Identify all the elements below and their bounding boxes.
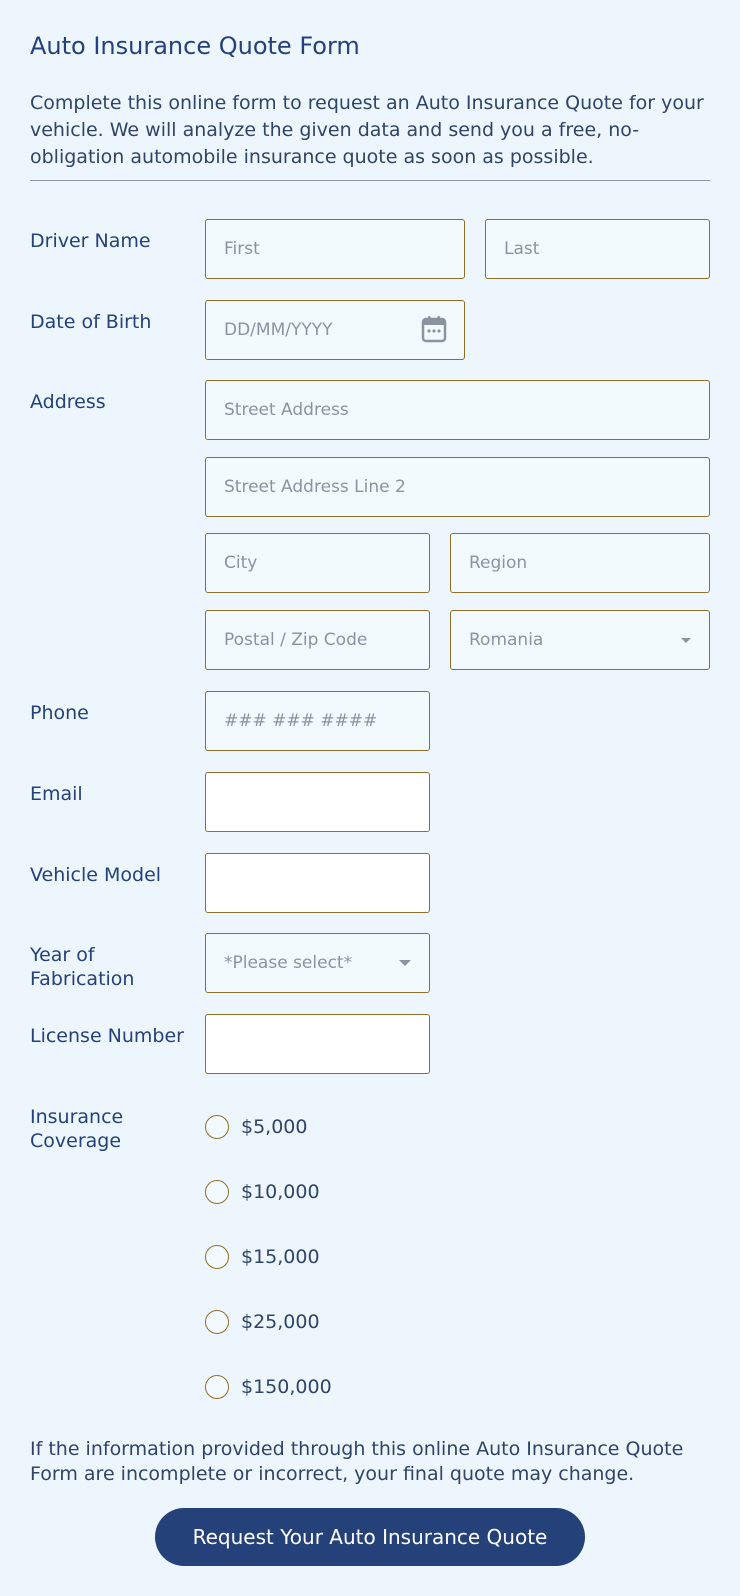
year-label-line1: Year of <box>30 944 95 966</box>
street-address-line2-input[interactable] <box>205 457 710 517</box>
date-of-birth-field <box>205 300 465 360</box>
coverage-option-label: $150,000 <box>241 1376 332 1398</box>
chevron-down-icon <box>681 638 691 643</box>
coverage-option-25000[interactable] <box>205 1307 320 1337</box>
coverage-option-10000[interactable] <box>205 1177 320 1207</box>
city-input[interactable] <box>205 533 430 593</box>
street-address-input[interactable] <box>205 380 710 440</box>
radio-button[interactable] <box>205 1180 229 1204</box>
year-of-fabrication-select[interactable] <box>205 933 430 993</box>
coverage-option-5000[interactable] <box>205 1112 307 1142</box>
coverage-option-150000[interactable] <box>205 1372 332 1402</box>
coverage-option-15000[interactable] <box>205 1242 320 1272</box>
insurance-coverage-label <box>30 1105 190 1153</box>
email-label: Email <box>30 783 83 805</box>
form-description: Complete this online form to request an Auto Insurance Quote for your vehicle. We will analyze the given data and send you a free, no-obligation automobile insurance quote as soon as possible. <box>30 92 704 168</box>
region-input[interactable] <box>450 533 710 593</box>
coverage-option-label: $25,000 <box>241 1311 320 1333</box>
license-number-input[interactable] <box>205 1014 430 1074</box>
year-of-fabrication-label <box>30 943 190 991</box>
header-divider <box>30 180 710 181</box>
request-quote-button[interactable]: Request Your Auto Insurance Quote <box>155 1508 585 1566</box>
address-label: Address <box>30 391 106 413</box>
country-select[interactable] <box>450 610 710 670</box>
phone-input[interactable] <box>205 691 430 751</box>
driver-name-label: Driver Name <box>30 230 151 252</box>
vehicle-model-input[interactable] <box>205 853 430 913</box>
radio-button[interactable] <box>205 1310 229 1334</box>
radio-button[interactable] <box>205 1115 229 1139</box>
chevron-down-icon <box>399 960 411 966</box>
disclaimer-text: If the information provided through this online Auto Insurance Quote Form are incomplete or incorrect, your final quote may change. <box>30 1438 684 1485</box>
coverage-option-label: $15,000 <box>241 1246 320 1268</box>
coverage-option-label: $10,000 <box>241 1181 320 1203</box>
country-selected-value: Romania <box>469 630 544 650</box>
coverage-label-line1: Insurance <box>30 1106 124 1128</box>
radio-button[interactable] <box>205 1245 229 1269</box>
form-title: Auto Insurance Quote Form <box>30 32 360 60</box>
phone-label: Phone <box>30 702 89 724</box>
date-of-birth-label: Date of Birth <box>30 311 152 333</box>
coverage-option-label: $5,000 <box>241 1116 308 1138</box>
first-name-input[interactable] <box>205 219 465 279</box>
postal-code-input[interactable] <box>205 610 430 670</box>
year-selected-value: *Please select* <box>224 953 353 973</box>
coverage-label-line2: Coverage <box>30 1130 122 1152</box>
year-label-line2: Fabrication <box>30 968 135 990</box>
license-number-label: License Number <box>30 1025 184 1047</box>
calendar-icon[interactable] <box>421 315 447 343</box>
vehicle-model-label: Vehicle Model <box>30 864 162 886</box>
email-input[interactable] <box>205 772 430 832</box>
last-name-input[interactable] <box>485 219 710 279</box>
radio-button[interactable] <box>205 1375 229 1399</box>
